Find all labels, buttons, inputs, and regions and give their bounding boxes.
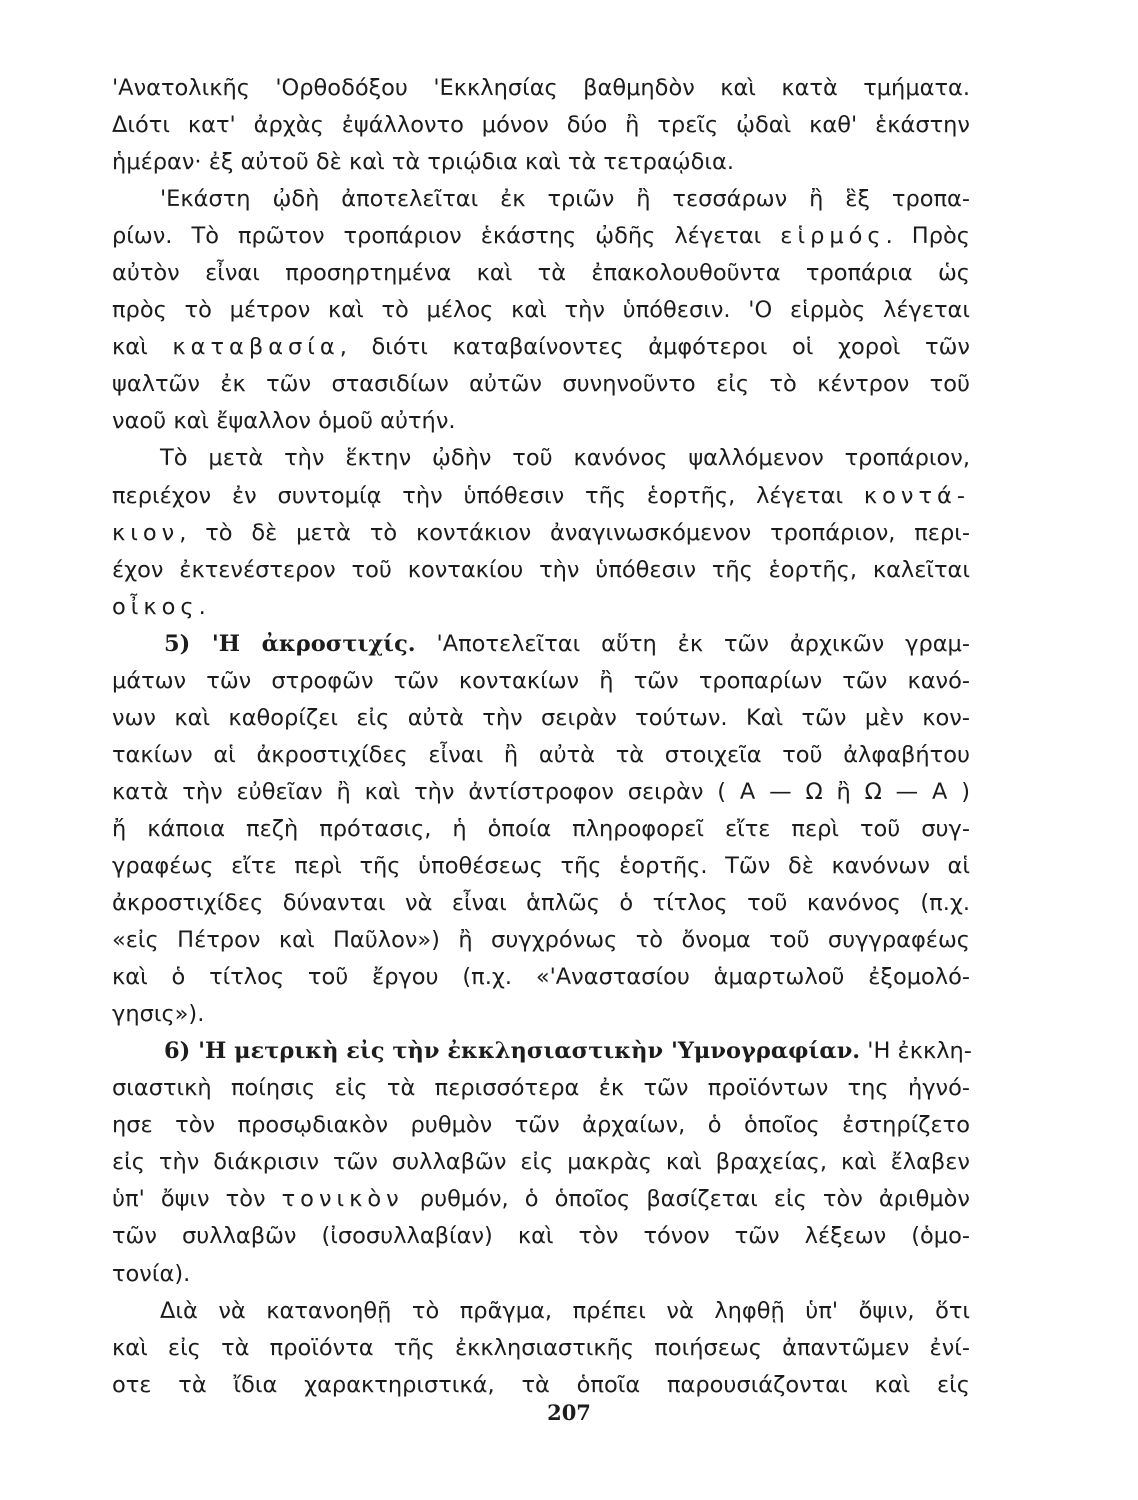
text-line: ησε τὸν προσῳδιακὸν ρυθμὸν τῶν ἀρχαίων, ὁ ὁποῖος ἐστηρίζετο xyxy=(112,1112,970,1139)
text-line: 'Εκάστη ᾠδὴ ἀποτελεῖται ἐκ τριῶν ἢ τεσσάρων ἢ ἓξ τροπα- xyxy=(160,186,970,213)
text-line: γραφέως εἴτε περὶ τῆς ὑποθέσεως τῆς ἑορτῆς. Τῶν δὲ κανόνων αἱ xyxy=(112,852,970,879)
section-heading-line xyxy=(112,1033,970,1070)
text-segment: . xyxy=(198,593,206,620)
text-line: κατὰ τὴν εὐθεῖαν ἢ καὶ τὴν ἀντίστροφον σειρὰν ( Α — Ω ἢ Ω — Α ) xyxy=(112,778,970,805)
text-line: Διότι κατ' ἀρχὰς ἐψάλλοντο μόνον δύο ἢ τρεῖς ᾠδαὶ καθ' ἑκάστην xyxy=(112,112,970,139)
page-number: 207 xyxy=(547,1400,591,1425)
text-line: ψαλτῶν ἐκ τῶν στασιδίων αὐτῶν συνηνοῦντο εἰς τὸ κέντρον τοῦ xyxy=(112,371,970,398)
text-segment: 'Η ἐκκλη- xyxy=(860,1038,972,1065)
text-line: έχον ἐκτενέστερον τοῦ κοντακίου τὴν ὑπόθεσιν τῆς ἑορτῆς, καλεῖται xyxy=(112,556,970,583)
spaced-term: οἶκος xyxy=(112,593,199,620)
text-line: πρὸς τὸ μέτρον καὶ τὸ μέλος καὶ τὴν ὑπόθεσιν. 'Ο εἱρμὸς λέγεται xyxy=(112,297,970,324)
text-line: ἀκροστιχίδες δύνανται νὰ εἶναι ἁπλῶς ὁ τίτλος τοῦ κανόνος (π.χ. xyxy=(112,890,970,917)
text-line: γησις»). xyxy=(112,1001,205,1028)
text-segment: ρυθμόν, ὁ ὁποῖος βασίζεται εἰς τὸν ἀριθμὸν xyxy=(403,1186,970,1213)
text-line: τακίων αἱ ἀκροστιχίδες εἶναι ἢ αὐτὰ τὰ στοιχεῖα τοῦ ἀλφαβήτου xyxy=(112,741,970,768)
text-line xyxy=(112,329,970,366)
text-line: Τὸ μετὰ τὴν ἕκτην ᾠδὴν τοῦ κανόνος ψαλλόμενον τροπάριον, xyxy=(160,445,970,472)
text-line: οτε τὰ ἴδια χαρακτηριστικά, τὰ ὁποῖα παρουσιάζονται καὶ εἰς xyxy=(112,1371,970,1398)
text-line: εἰς τὴν διάκρισιν τῶν συλλαβῶν εἰς μακρὰς καὶ βραχείας, καὶ ἔλαβεν xyxy=(112,1149,970,1176)
section-heading: 6) 'Η μετρικὴ εἰς τὴν ἐκκλησιαστικὴν 'Υμνογραφίαν. xyxy=(164,1038,861,1065)
spaced-term: καταβασία xyxy=(172,334,340,361)
section-heading: 5) 'Η ἀκροστιχίς. xyxy=(164,630,416,657)
text-line: ἤ κάποια πεζὴ πρότασις, ἡ ὁποία πληροφορεῖ εἴτε περὶ τοῦ συγ- xyxy=(112,815,970,842)
text-line: σιαστικὴ ποίησις εἰς τὰ περισσότερα ἐκ τῶν προϊόντων της ἠγνό- xyxy=(112,1075,970,1102)
text-line: τονία). xyxy=(112,1260,191,1287)
text-segment: ρίων. Τὸ πρῶτον τροπάριον ἑκάστης ᾠδῆς λέγεται xyxy=(112,223,781,250)
text-segment: , τὸ δὲ μετὰ τὸ κοντάκιον ἀναγινωσκόμενον τροπάριον, περι- xyxy=(179,519,970,546)
text-line: καὶ εἰς τὰ προϊόντα τῆς ἐκκλησιαστικῆς ποιήσεως ἀπαντῶμεν ἐνί- xyxy=(112,1334,970,1361)
text-segment: καὶ xyxy=(112,334,173,361)
text-line: μάτων τῶν στροφῶν τῶν κοντακίων ἢ τῶν τροπαρίων τῶν κανό- xyxy=(112,667,970,694)
text-line: Διὰ νὰ κατανοηθῇ τὸ πρᾶγμα, πρέπει νὰ ληφθῇ ὑπ' ὄψιν, ὅτι xyxy=(160,1297,970,1324)
spaced-term: εἱρμός xyxy=(780,223,886,250)
spaced-term: κιον xyxy=(112,519,180,546)
text-line xyxy=(112,478,970,515)
text-line: αὐτὸν εἶναι προσηρτημένα καὶ τὰ ἐπακολουθοῦντα τροπάρια ὡς xyxy=(112,260,970,287)
text-segment: περιέχον ἐν συντομίᾳ τὴν ὑπόθεσιν τῆς ἑορτῆς, λέγεται xyxy=(112,482,864,509)
spaced-term: κοντά- xyxy=(863,482,970,509)
text-line: τῶν συλλαβῶν (ἰσοσυλλαβίαν) καὶ τὸν τόνον τῶν λέξεων (ὁμο- xyxy=(112,1223,970,1250)
text-line: νων καὶ καθορίζει εἰς αὐτὰ τὴν σειρὰν τούτων. Καὶ τῶν μὲν κον- xyxy=(112,704,970,731)
page-body xyxy=(112,70,970,1404)
section-heading-line xyxy=(112,626,970,663)
text-line xyxy=(112,1181,970,1218)
text-line: ναοῦ καὶ ἔψαλλον ὁμοῦ αὐτήν. xyxy=(112,408,456,435)
text-line: ἡμέραν· ἐξ αὐτοῦ δὲ καὶ τὰ τριῴδια καὶ τὰ τετραῴδια. xyxy=(112,149,734,176)
spaced-term: τονικὸν xyxy=(281,1186,404,1213)
text-line xyxy=(112,589,970,626)
text-line: καὶ ὁ τίτλος τοῦ ἔργου (π.χ. «'Αναστασίου ἁμαρτωλοῦ ἐξομολό- xyxy=(112,964,970,991)
text-line: «εἰς Πέτρον καὶ Παῦλον») ἢ συγχρόνως τὸ ὄνομα τοῦ συγγραφέως xyxy=(112,927,970,954)
text-segment: . Πρὸς xyxy=(885,223,970,250)
text-line xyxy=(112,218,970,255)
text-segment: , διότι καταβαίνοντες ἀμφότεροι οἱ χοροὶ τῶν xyxy=(339,334,970,361)
text-segment: 'Αποτελεῖται αὕτη ἐκ τῶν ἀρχικῶν γραμ- xyxy=(415,630,970,657)
text-line: 'Ανατολικῆς 'Ορθοδόξου 'Εκκλησίας βαθμηδὸν καὶ κατὰ τμήματα. xyxy=(112,75,970,101)
text-segment: ὑπ' ὄψιν τὸν xyxy=(112,1186,282,1213)
text-line xyxy=(112,515,970,552)
